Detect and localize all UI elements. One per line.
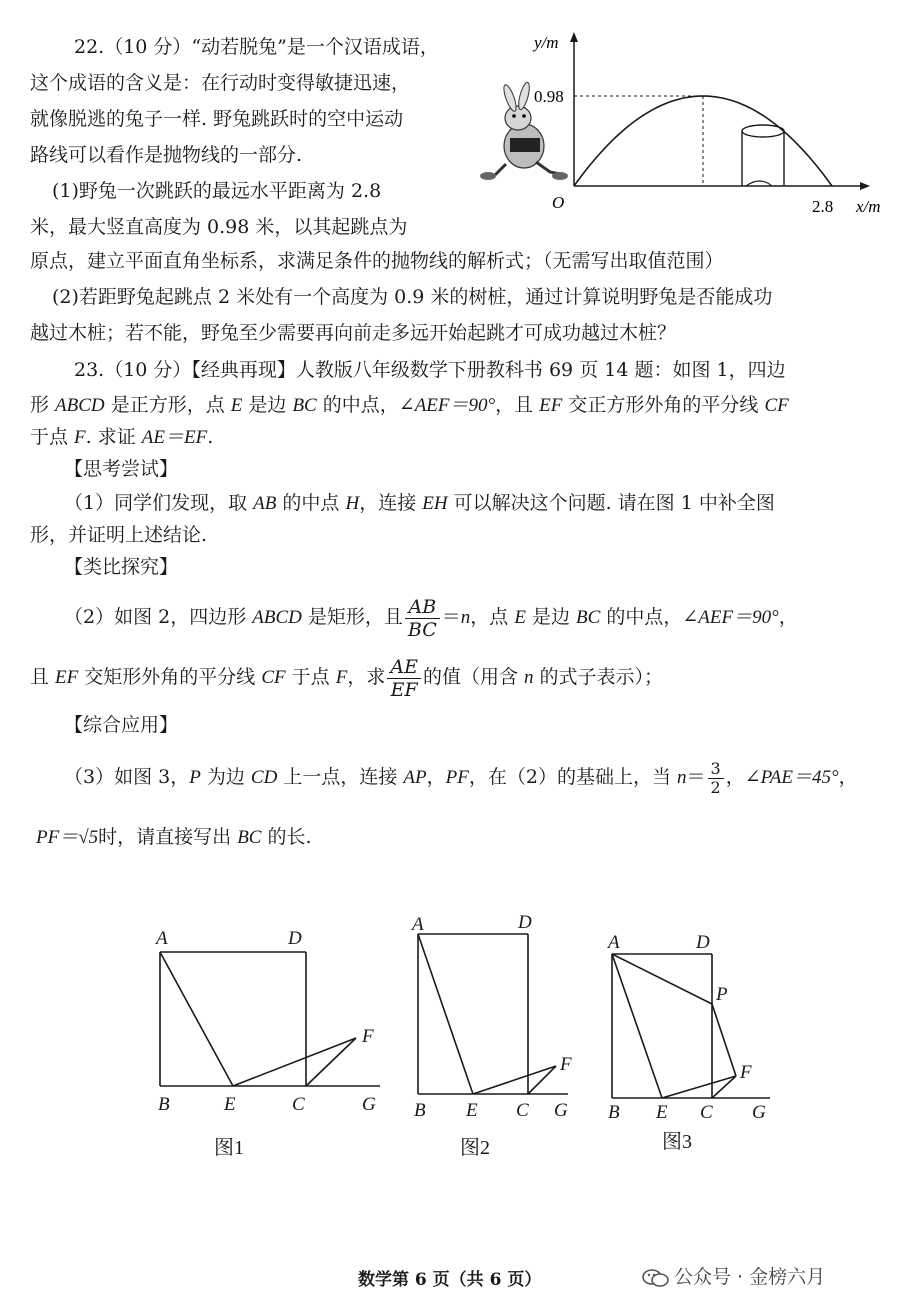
fig1-label-f: F: [362, 1026, 374, 1047]
fig3-label-g: G: [752, 1102, 766, 1123]
fig1-caption: 图1: [214, 1137, 244, 1159]
fig1-label-a: A: [156, 928, 168, 949]
fig3-label-e: E: [656, 1102, 668, 1123]
page-footer: 数学第 6 页（共 6 页）: [358, 1270, 542, 1290]
q23-part2-line1: （2）如图 2，四边形 ABCD 是矩形，且 $\frac{AB}{BC}$ ＝n，点 E 是边 BC 的中点，∠AEF＝90°，: [64, 595, 798, 641]
q23-line2: 形 ABCD 是正方形，点 E 是边 BC 的中点，∠AEF＝90°，且 EF 交正方形外角的平分线 CF: [30, 394, 789, 416]
parabola-chart: [480, 26, 890, 226]
q23-analog-heading: 【类比探究】: [64, 556, 179, 578]
fig3-label-a: A: [608, 932, 620, 953]
q23-line1: 23.（10 分）【经典再现】人教版八年级数学下册教科书 69 页 14 题：如图 1，四边: [74, 359, 786, 381]
q22-line4: 路线可以看作是抛物线的一部分.: [30, 144, 303, 166]
fig2-caption: 图2: [460, 1137, 490, 1159]
fig3-label-p: P: [716, 984, 728, 1005]
figure-1: [160, 952, 380, 1086]
q23-part2-line2: 且 EF 交矩形外角的平分线 CF 于点 F，求 $\frac{AE}{EF}$ 的值（用含 n 的式子表示）；: [30, 655, 664, 701]
fig2-label-a: A: [412, 914, 424, 935]
q22-part1-line1: (1)野兔一次跳跃的最远水平距离为 2.8: [52, 180, 382, 202]
fig3-caption: 图3: [662, 1131, 692, 1153]
q23-part3-line2: PF＝√5时，请直接写出 BC 的长.: [36, 826, 312, 848]
fig2-label-g: G: [554, 1100, 568, 1121]
fig2-label-d: D: [518, 912, 532, 933]
fraction-3-2: $\frac{3}{2}$: [708, 760, 724, 797]
x-axis-label: x/m: [856, 197, 881, 216]
fig1-label-b: B: [158, 1094, 170, 1115]
fig1-label-g: G: [362, 1094, 376, 1115]
fig3-label-c: C: [700, 1102, 713, 1123]
q23-part1-line1: （1）同学们发现，取 AB 的中点 H，连接 EH 可以解决这个问题. 请在图 1 中补全图: [64, 492, 775, 514]
watermark: [642, 1262, 825, 1289]
origin-label: O: [552, 193, 565, 212]
q23-part1-line2: 形，并证明上述结论.: [30, 524, 208, 546]
q22-line2: 这个成语的含义是：在行动时变得敏捷迅速，: [30, 72, 411, 94]
fig2-label-e: E: [466, 1100, 478, 1121]
q23-part3-line1: （3）如图 3，P 为边 CD 上一点，连接 AP，PF，在（2）的基础上，当 n＝ $\frac{3}{2}$ ，∠PAE＝45°，: [64, 758, 858, 797]
fraction-ae-ef: $\frac{AE}{EF}$: [387, 656, 421, 701]
y-axis-label: y/m: [534, 33, 559, 52]
q22-part1-line3: 原点，建立平面直角坐标系，求满足条件的抛物线的解析式；（无需写出取值范围）: [30, 250, 724, 272]
q23-think-heading: 【思考尝试】: [64, 458, 179, 480]
wechat-icon: [642, 1268, 670, 1288]
q23-apply-heading: 【综合应用】: [64, 714, 179, 736]
q22-line1: 22.（10 分）“动若脱兔”是一个汉语成语，: [74, 36, 439, 58]
fig3-label-d: D: [696, 932, 710, 953]
fig2-label-f: F: [560, 1054, 572, 1075]
watermark-text: 公众号 · 金榜六月: [674, 1266, 826, 1288]
fraction-ab-bc: $\frac{AB}{BC}$: [405, 596, 440, 641]
geometry-figures: [0, 900, 900, 1180]
q23-line3: 于点 F. 求证 AE＝EF.: [30, 426, 214, 448]
tree-stump: [742, 125, 784, 186]
q22-line3: 就像脱逃的兔子一样. 野兔跳跃时的空中运动: [30, 108, 404, 130]
q22-part2-line1: (2)若距野兔起跳点 2 米处有一个高度为 0.9 米的树桩，通过计算说明野兔是否能成功: [52, 286, 773, 308]
fig3-label-b: B: [608, 1102, 620, 1123]
q22-part1-line2: 米，最大竖直高度为 0.98 米，以其起跳点为: [30, 216, 408, 238]
fig1-label-e: E: [224, 1094, 236, 1115]
fig1-label-c: C: [292, 1094, 305, 1115]
y-tick-label: 0.98: [534, 87, 564, 106]
fig2-label-c: C: [516, 1100, 529, 1121]
fig2-label-b: B: [414, 1100, 426, 1121]
x-tick-label: 2.8: [812, 197, 834, 216]
figure-2: [418, 934, 568, 1094]
fig3-label-f: F: [740, 1062, 752, 1083]
q22-part2-line2: 越过木桩；若不能，野兔至少需要再向前走多远开始起跳才可成功越过木桩？: [30, 322, 677, 344]
fig1-label-d: D: [288, 928, 302, 949]
